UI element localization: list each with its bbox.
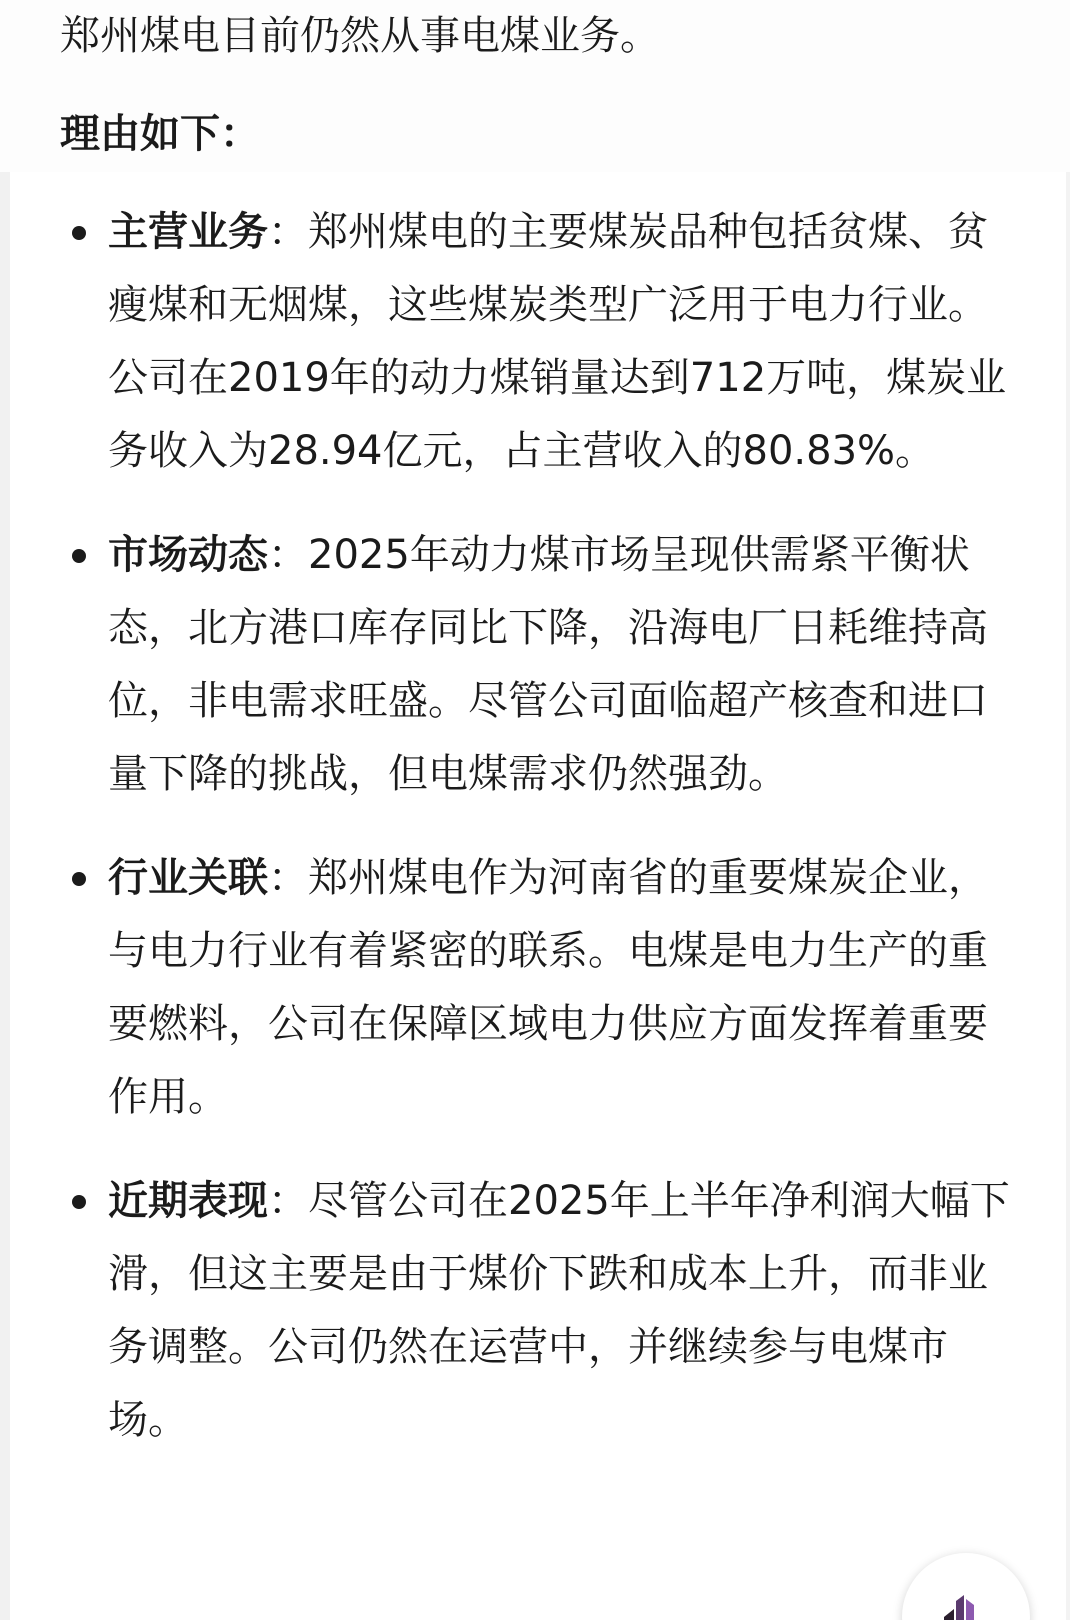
list-item-main-business — [0, 196, 1070, 488]
bullet-icon — [72, 226, 86, 240]
item-title: 行业关联 — [108, 855, 268, 901]
item-text: 郑州煤电作为河南省的重要煤炭企业，与电力行业有着紧密的联系。电煤是电力生产的重要燃料，公司在保障区域电力供应方面发挥着重要作用。 — [108, 855, 988, 1120]
item-title: 近期表现 — [108, 1178, 268, 1224]
list-item-industry — [0, 842, 1070, 1134]
item-title: 主营业务 — [108, 209, 268, 255]
list-item-recent — [0, 1165, 1070, 1457]
intro-text: 郑州煤电目前仍然从事电煤业务。 — [60, 13, 660, 59]
floating-action-button[interactable] — [902, 1553, 1030, 1620]
app-logo-icon — [940, 1587, 980, 1620]
bullet-icon — [72, 872, 86, 886]
item-colon: ： — [268, 855, 308, 901]
item-text: 郑州煤电的主要煤炭品种包括贫煤、贫瘦煤和无烟煤，这些煤炭类型广泛用于电力行业。公司在2019年的动力煤销量达到712万吨，煤炭业务收入为28.94亿元，占主营收入的80.83%。 — [108, 209, 1007, 474]
reason-list — [0, 196, 1070, 1488]
reason-heading: 理由如下： — [60, 111, 260, 157]
item-colon: ： — [268, 1178, 308, 1224]
list-item-market — [0, 519, 1070, 811]
bullet-icon — [72, 549, 86, 563]
item-title: 市场动态 — [108, 532, 268, 578]
bullet-icon — [72, 1195, 86, 1209]
item-colon: ： — [268, 532, 308, 578]
item-text: 尽管公司在2025年上半年净利润大幅下滑，但这主要是由于煤价下跌和成本上升，而非业务调整。公司仍然在运营中，并继续参与电煤市场。 — [108, 1178, 1010, 1443]
item-text: 2025年动力煤市场呈现供需紧平衡状态，北方港口库存同比下降，沿海电厂日耗维持高位，非电需求旺盛。尽管公司面临超产核查和进口量下降的挑战，但电煤需求仍然强劲。 — [108, 532, 988, 797]
item-colon: ： — [268, 209, 308, 255]
